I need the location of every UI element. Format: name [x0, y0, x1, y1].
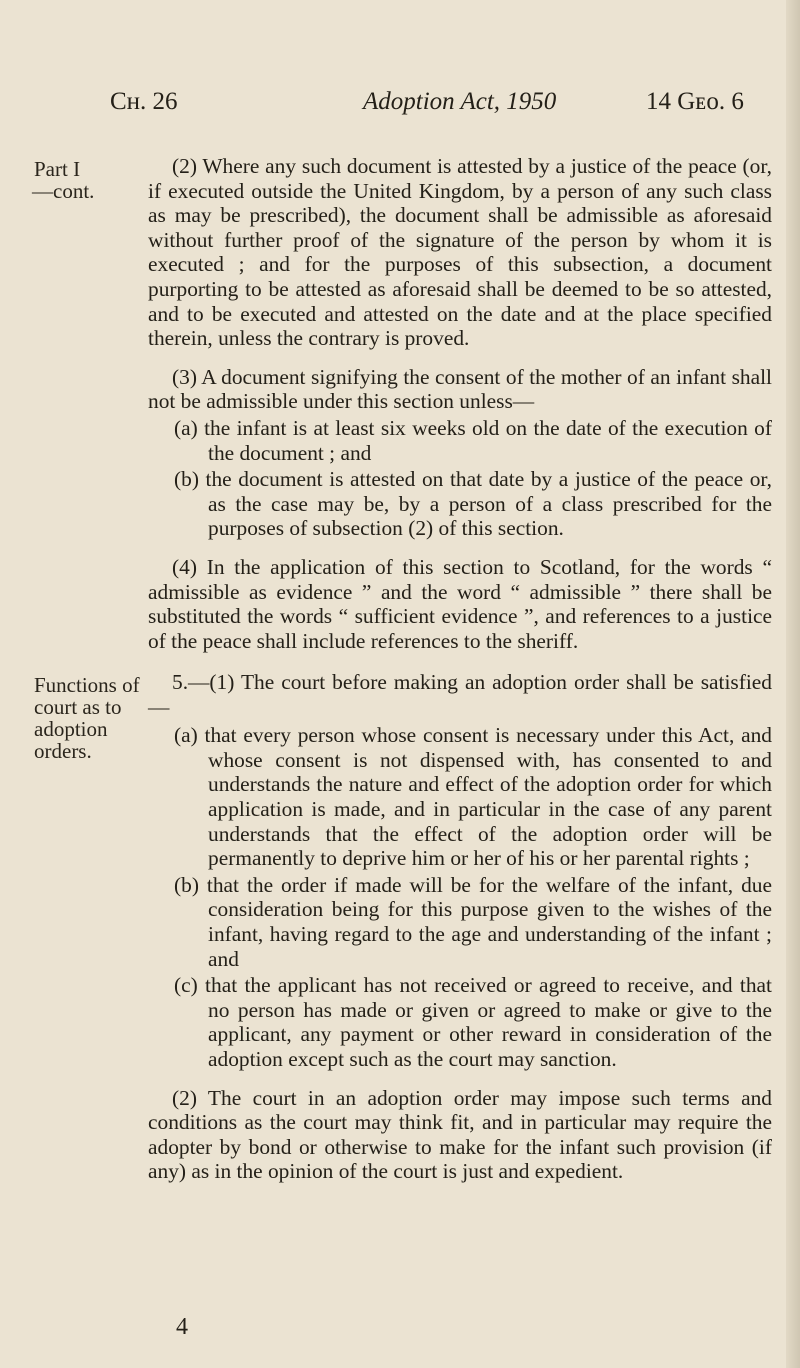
subsection-3-a: (a) the infant is at least six weeks old on the date of the execution of the document ; and	[174, 415, 772, 465]
continued-label: —cont.	[32, 179, 95, 203]
section-5-a: (a) that every person whose consent is necessary under this Act, and whose consent is not dispensed with, has consented to and understands the nature and effect of the adoption order for which application is made, and in particular in the case of any parent understands that the effect of the adoption order will be permanently to deprive him or her of his or her parental rights ;	[174, 723, 772, 871]
margin-note-part	[0, 158, 146, 202]
margin-note-line: Functions of	[34, 673, 140, 697]
margin-note-functions	[0, 674, 146, 762]
page-edge	[786, 0, 800, 1368]
chapter-number: Cʜ. 26	[110, 88, 178, 115]
section-4-subsections	[148, 154, 772, 653]
margin-note-line: adoption	[34, 717, 108, 741]
section-5-c: (c) that the applicant has not received or agreed to receive, and that no person has made or given or agreed to make or give to the applicant, any payment or other reward in consideration of the adoption except such as the court may sanction.	[174, 973, 772, 1071]
section-5	[148, 670, 772, 1184]
subsection-4: (4) In the application of this section to Scotland, for the words “ admissible as evidence ” and the word “ admissible ” there shall be substituted the words “ sufficient evidence ”, and references to a justice of the peace shall include references to the sheriff.	[148, 554, 772, 653]
section-5-subsection-2: (2) The court in an adoption order may impose such terms and conditions as the court may think fit, and in particular may require the adopter by bond or otherwise to make for the infant such provision (if any) as in the opinion of the court is just and expedient.	[148, 1085, 772, 1184]
part-label: Part I	[34, 157, 81, 181]
page-number: 4	[176, 1314, 188, 1340]
margin-note-line: orders.	[34, 739, 92, 763]
subsection-3-b: (b) the document is attested on that date by a justice of the peace or, as the case may be, by a person of a class prescribed for the purposes of subsection (2) of this section.	[174, 467, 772, 541]
margin-note-line: court as to	[34, 695, 122, 719]
section-5-intro: 5.—(1) The court before making an adoption order shall be satisfied—	[148, 670, 772, 719]
subsection-3: (3) A document signifying the consent of the mother of an infant shall not be admissible under this section unless—	[148, 364, 772, 414]
subsection-2: (2) Where any such document is attested by a justice of the peace (or, if executed outside the United Kingdom, by a person of any such class as may be prescribed), the document shall be admissible as aforesaid without further proof of the signature of the person by whom it is executed ; and for the purposes of this subsection, a document purporting to be attested as aforesaid shall be deemed to be so attested, and to be executed and attested on the date and at the place specified therein, unless the contrary is proved.	[148, 154, 772, 351]
regnal-year: 14 Gᴇᴏ. 6	[646, 88, 744, 115]
running-head	[100, 88, 768, 128]
act-title: Adoption Act, 1950	[363, 88, 557, 115]
section-5-b: (b) that the order if made will be for the welfare of the infant, due consideration being for this purpose given to the wishes of the infant, having regard to the age and understanding of the infant ; and	[174, 872, 772, 971]
